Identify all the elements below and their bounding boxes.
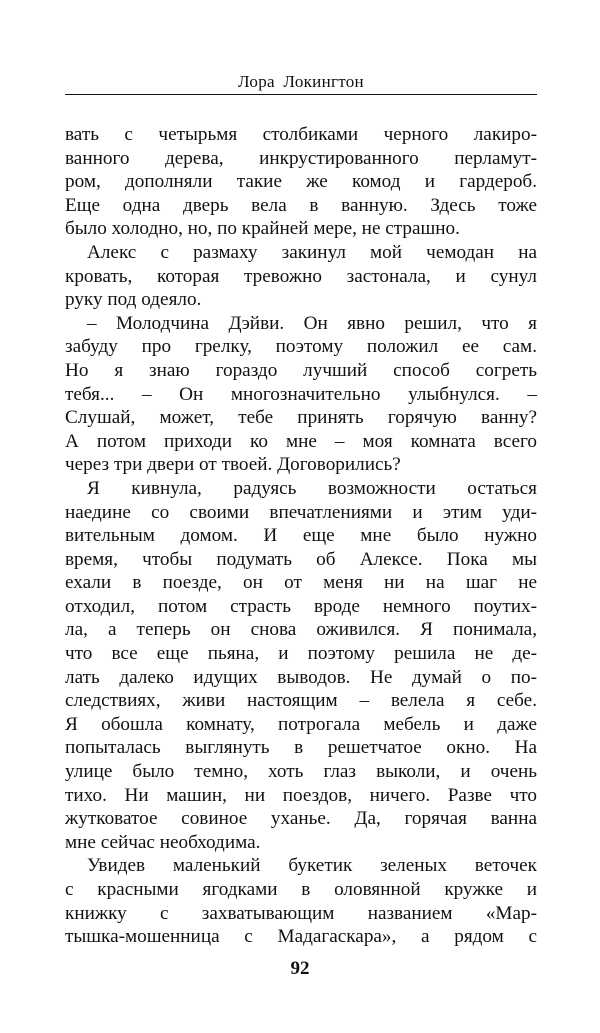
text-line: что все еще пьяна, и поэтому решила не де- [65, 643, 537, 665]
text-line: тихо. Ни машин, ни поездов, ничего. Разве что [65, 784, 537, 806]
text-line: ла, а теперь он снова оживился. Я понимала, [65, 619, 537, 641]
page-number: 92 [290, 958, 310, 979]
text-line: лать далеко идущих выводов. Не думай о по- [65, 666, 537, 688]
header-rule [65, 94, 537, 95]
text-line: Увидев маленький букетик зеленых веточек [87, 855, 537, 877]
text-line: вительным домом. И еще мне было нужно [65, 525, 537, 547]
text-line: наедине со своими впечатлениями и этим уди- [65, 501, 537, 523]
text-line: забуду про грелку, поэтому положил ее сам. [65, 336, 537, 358]
text-line: мне сейчас необходима. [65, 831, 261, 853]
text-line: Еще одна дверь вела в ванную. Здесь тоже [65, 194, 537, 216]
text-line: попыталась выглянуть в решетчатое окно. На [65, 737, 537, 759]
text-line: жутковатое совиное уханье. Да, горячая ванна [65, 808, 537, 830]
text-line: кровать, которая тревожно застонала, и сунул [65, 265, 537, 287]
text-line: отходил, потом страсть вроде немного поутих- [65, 595, 537, 617]
text-line: через три двери от твоей. Договорились? [65, 454, 401, 476]
text-line: книжку с захватывающим названием «Мар- [65, 902, 537, 924]
body-text [65, 123, 537, 949]
text-line: руку под одеяло. [65, 289, 202, 311]
text-line: Слушай, может, тебе принять горячую ванну? [65, 407, 537, 429]
text-line: тышка-мошенница с Мадагаскара», а рядом с [65, 926, 537, 948]
text-line: ехали в поезде, он от меня ни на шаг не [65, 572, 537, 594]
text-line: улице было темно, хоть глаз выколи, и очень [65, 761, 537, 783]
text-line: следствиях, живи настоящим – велела я себе. [65, 690, 537, 712]
text-line: А потом приходи ко мне – моя комната всего [65, 430, 537, 452]
text-line: тебя... – Он многозначительно улыбнулся. – [65, 383, 537, 405]
running-header: Лора Локингтон [238, 72, 364, 91]
text-line: – Молодчина Дэйви. Он явно решил, что я [87, 312, 537, 334]
text-line: было холодно, но, по крайней мере, не страшно. [65, 218, 460, 240]
text-line: с красными ягодками в оловянной кружке и [65, 879, 537, 900]
text-line: время, чтобы подумать об Алексе. Пока мы [65, 548, 537, 570]
text-line: Алекс с размаху закинул мой чемодан на [87, 241, 537, 263]
text-line: Я кивнула, радуясь возможности остаться [87, 477, 537, 499]
text-line: Но я знаю гораздо лучший способ согреть [65, 359, 537, 381]
text-line: ром, дополняли такие же комод и гардероб. [65, 171, 537, 193]
text-line: ванного дерева, инкрустированного перламут- [65, 147, 537, 169]
text-line: Я обошла комнату, потрогала мебель и даже [65, 713, 537, 735]
text-line: вать с четырьмя столбиками черного лакиро- [65, 124, 537, 145]
